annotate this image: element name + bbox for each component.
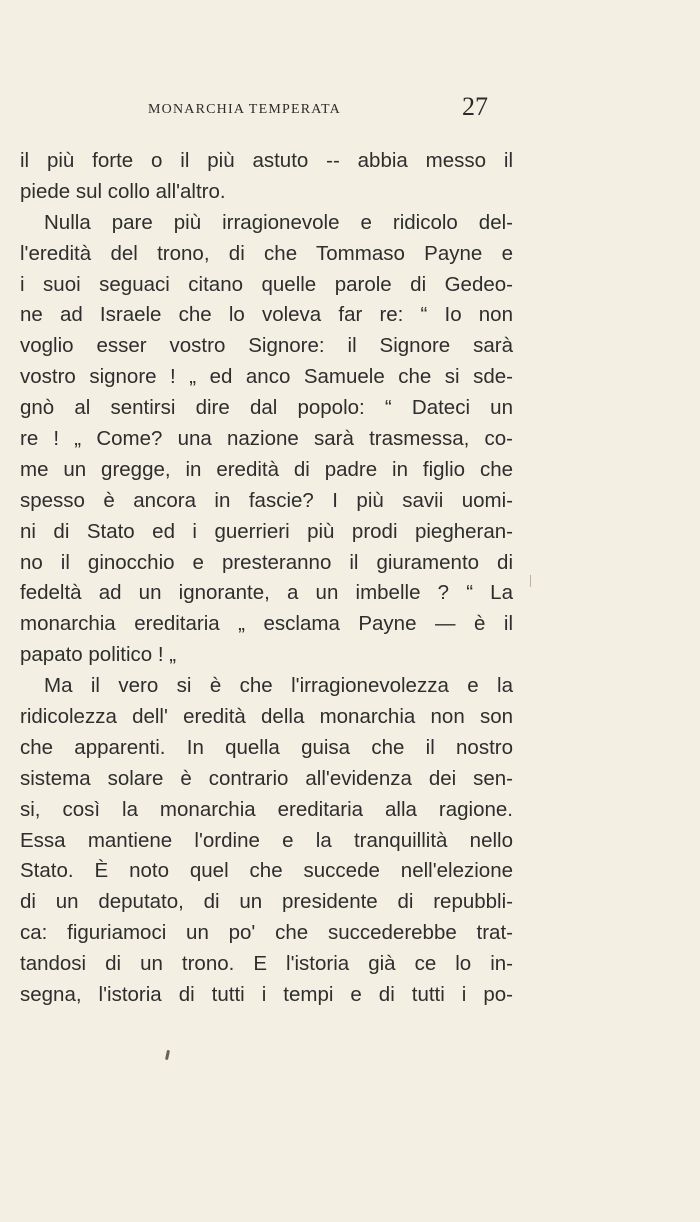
text-line: segna, l'istoria di tutti i tempi e di tutti i po- [20,983,513,1007]
text-line: Essa mantiene l'ordine e la tranquillità nello [20,828,513,852]
text-line: il più forte o il più astuto -- abbia messo il [20,149,513,172]
text-line: papato politico ! „ [20,643,177,667]
text-line: ca: figuriamoci un po' che succederebbe trat- [20,921,513,945]
text-line: Stato. È noto quel che succede nell'elezione [20,859,513,883]
ink-speck [165,1050,170,1060]
text-line: ni di Stato ed i guerrieri più prodi piegheran- [20,519,513,543]
text-line: l'eredità del trono, di che Tommaso Payne e [20,241,513,265]
paper-mark [530,575,531,587]
text-line: ridicolezza dell' eredità della monarchia non son [20,705,513,729]
text-line: fedeltà ad un ignorante, a un imbelle ? “ La [20,581,513,605]
text-line: re ! „ Come? una nazione sarà trasmessa, co- [20,427,513,451]
text-line: Nulla pare più irragionevole e ridicolo del- [44,210,513,234]
text-line: i suoi seguaci citano quelle parole di Gedeo- [20,272,513,296]
text-line: che apparenti. In quella guisa che il nostro [20,735,513,759]
text-line: gnò al sentirsi dire dal popolo: “ Dateci un [20,396,513,420]
running-title: MONARCHIA TEMPERATA [148,102,341,117]
text-line: sistema solare è contrario all'evidenza dei sen- [20,766,513,790]
text-line: monarchia ereditaria „ esclama Payne — è il [20,612,513,636]
text-line: ne ad Israele che lo voleva far re: “ Io non [20,303,513,327]
text-line: vostro signore ! „ ed anco Samuele che si sde- [20,365,513,389]
text-line: spesso è ancora in fascie? I più savii uomi- [20,488,513,512]
text-line: me un gregge, in eredità di padre in figlio che [20,457,513,481]
text-line: di un deputato, di un presidente di repubbli- [20,890,513,914]
text-line: piede sul collo all'altro. [20,179,226,203]
page-number: 27 [462,92,488,121]
text-line: no il ginocchio e presteranno il giuramento di [20,550,513,574]
text-line: Ma il vero si è che l'irragionevolezza e la [44,674,513,698]
body-text [20,146,513,1011]
text-line: tandosi di un trono. E l'istoria già ce lo in- [20,952,513,976]
text-line: si, così la monarchia ereditaria alla ragione. [20,797,513,821]
page-header [20,92,510,128]
text-line: voglio esser vostro Signore: il Signore sarà [20,334,513,358]
